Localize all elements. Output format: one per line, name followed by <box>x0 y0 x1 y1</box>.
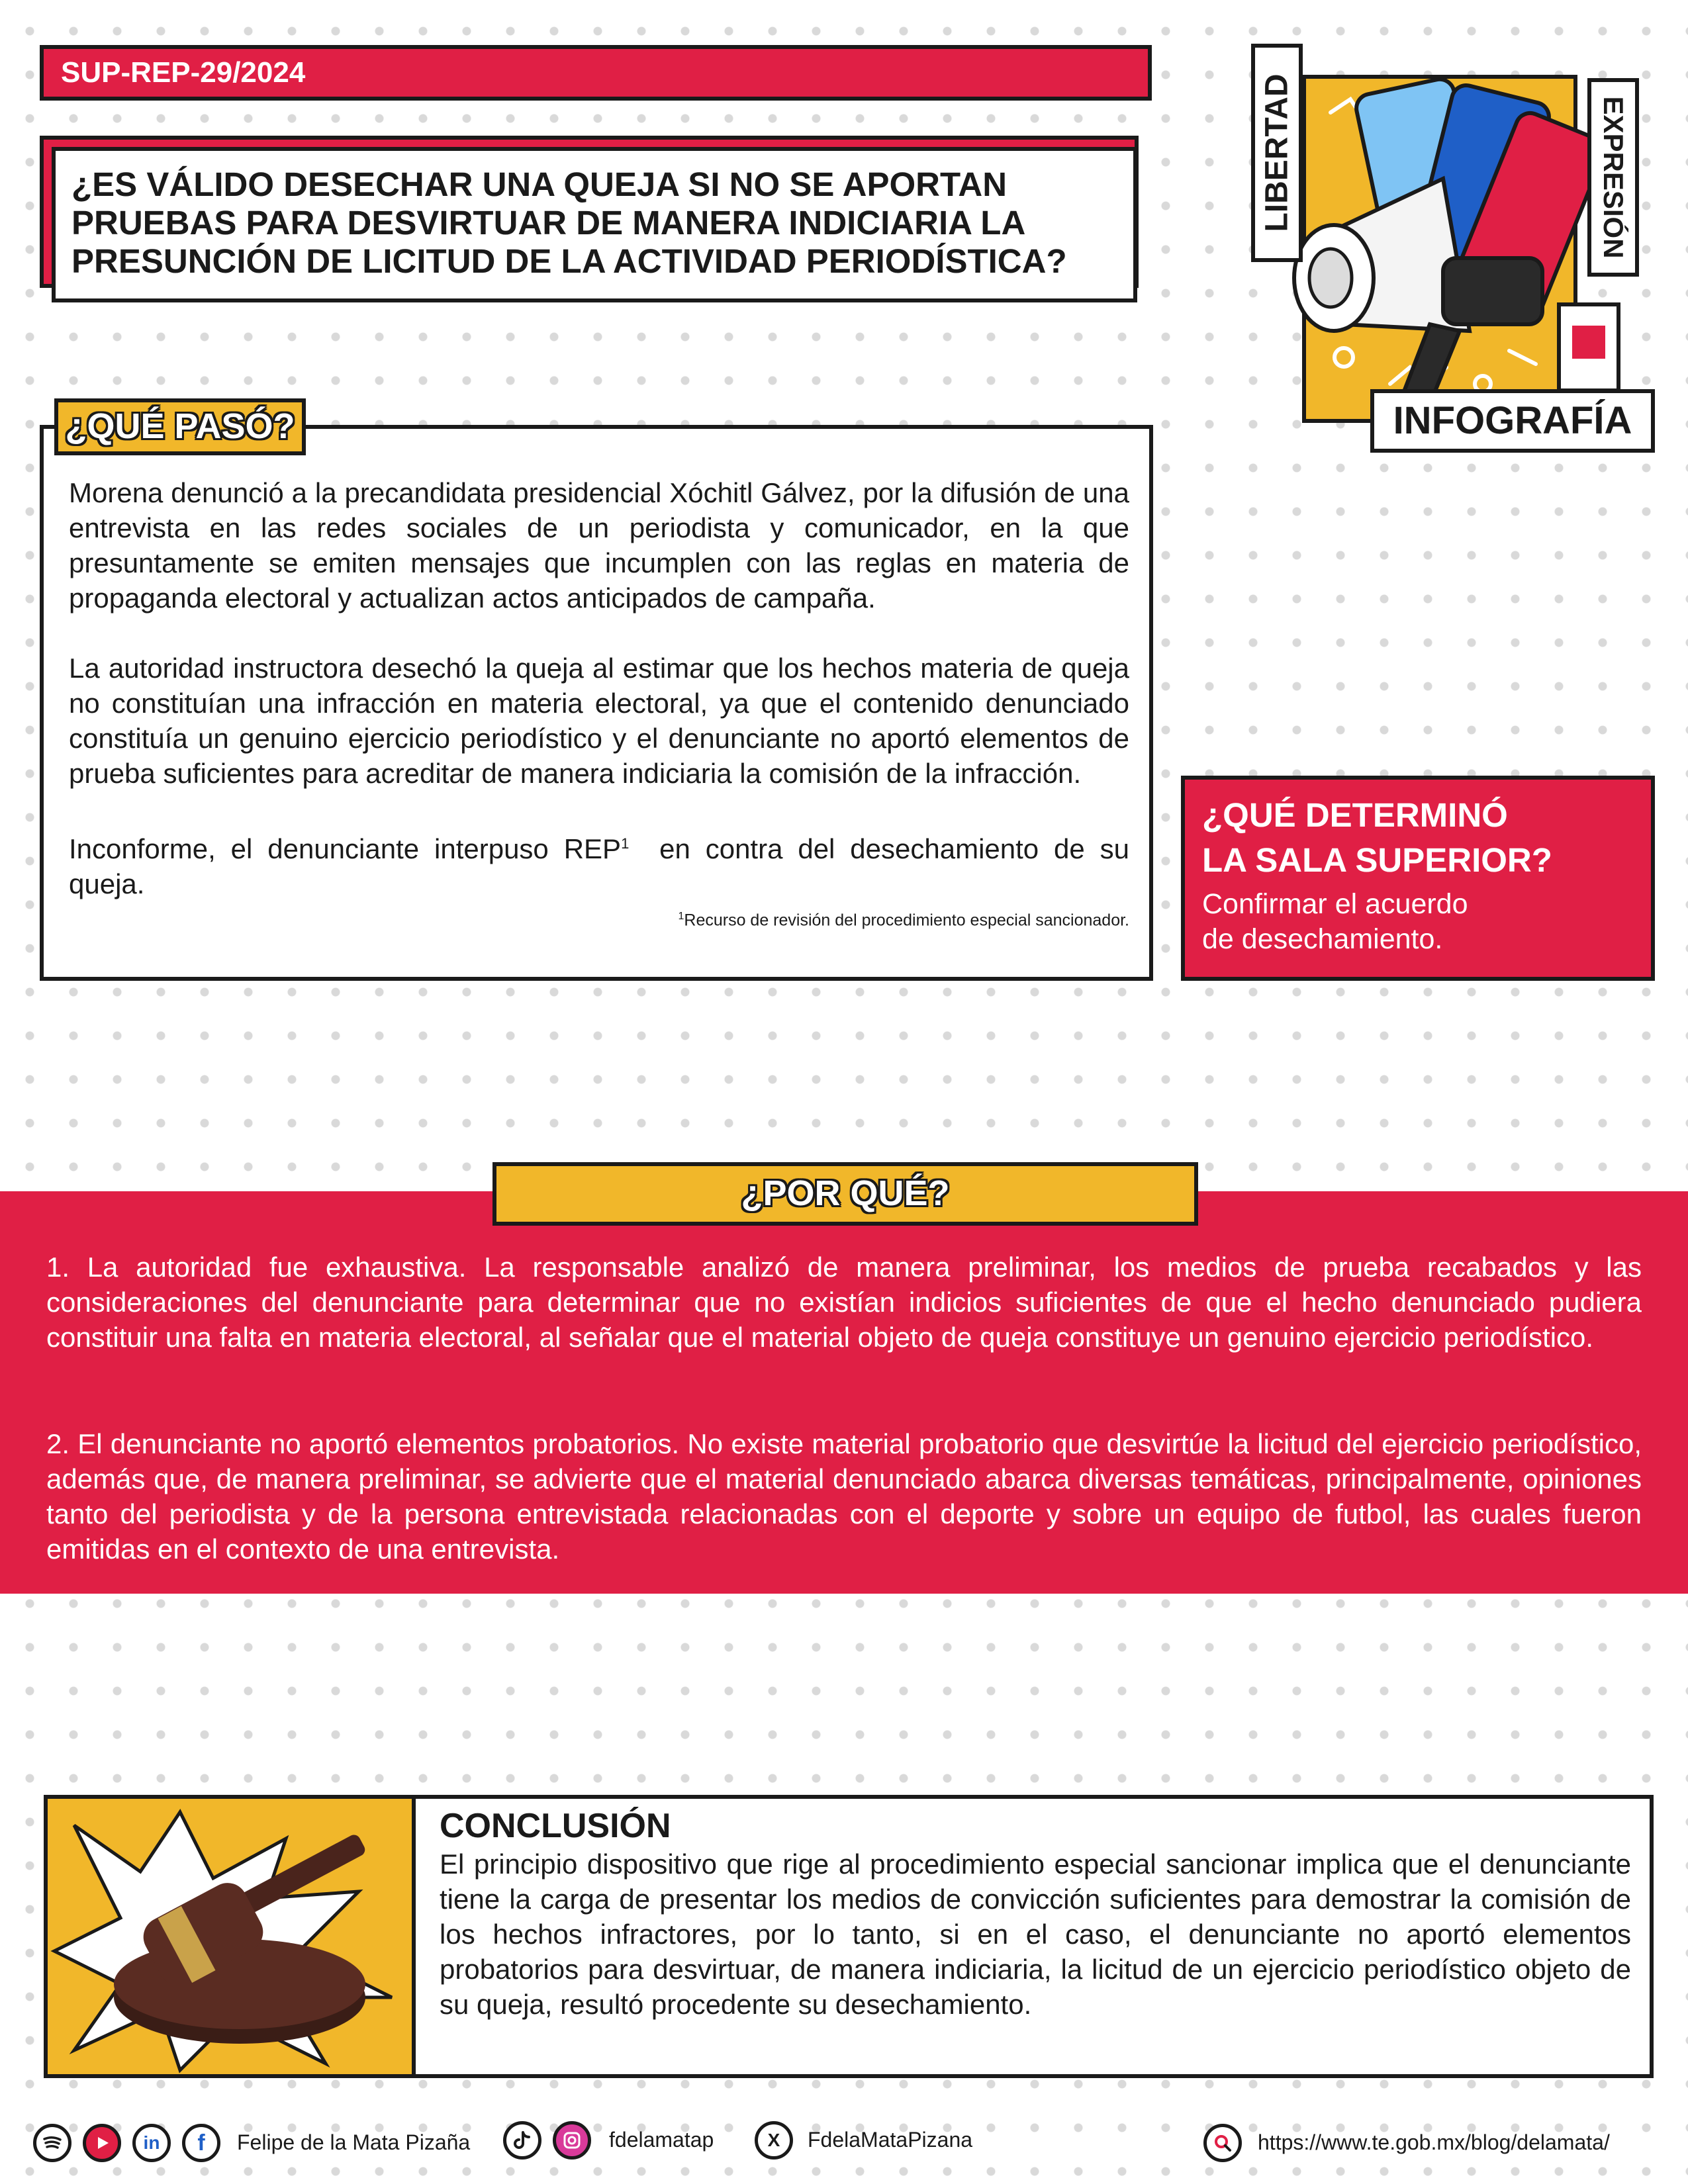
tiktok-icon[interactable] <box>503 2121 541 2160</box>
x-glyph: X <box>767 2130 780 2150</box>
por-que-point-1: 1. La autoridad fue exhaustiva. La responsable analizó de manera preliminar, los medios de prueba recabados y las consideraciones del denunciante para determinar que no existían indicios suficientes de que el hecho denunciado pudiera constituir una falta en materia electoral, al señalar que el material objeto de queja constituye un genuino ejercicio periodístico. <box>46 1251 1642 1353</box>
determino-heading-2: LA SALA SUPERIOR? <box>1202 841 1552 879</box>
facebook-icon[interactable] <box>182 2124 220 2162</box>
gavel-icon <box>48 1799 416 2074</box>
gavel-illustration <box>48 1799 416 2074</box>
determino-heading-1: ¿QUÉ DETERMINÓ <box>1202 796 1508 834</box>
footer <box>26 2121 1662 2167</box>
expresion-text: EXPRESIÓN <box>1598 96 1629 259</box>
que-paso-panel <box>40 425 1153 981</box>
que-paso-paragraph-1: Morena denunció a la precandidata presidencial Xóchitl Gálvez, por la difusión de una entrevista en las redes sociales de un periodista y comunicador, en la que presuntamente se emiten mensajes que incumplen con las reglas en materia de propaganda electoral y actualizan actos anticipados de campaña. <box>69 477 1129 614</box>
conclusion-content <box>440 1805 1631 2022</box>
conclusion-panel <box>44 1795 1654 2078</box>
linkedin-glyph: in <box>143 2132 160 2153</box>
por-que-heading: ¿POR QUÉ? <box>492 1162 1198 1226</box>
instagram-icon[interactable] <box>553 2121 591 2160</box>
que-paso-paragraph-2: La autoridad instructora desechó la queja al estimar que los hechos materia de queja no constituían una infracción en materia electoral, ya que el contenido denunciado constituía un genuino ejercicio periodístico y el denunciante no aportó elementos de prueba suficientes para acreditar de manera indiciaria la comisión de la infracción. <box>69 653 1129 789</box>
x-twitter-icon[interactable] <box>755 2121 793 2160</box>
case-number-bar <box>40 45 1152 101</box>
infografia-label: INFOGRAFÍA <box>1370 389 1655 453</box>
facebook-glyph: f <box>197 2130 205 2156</box>
question-text: ¿ES VÁLIDO DESECHAR UNA QUEJA SI NO SE APORTAN PRUEBAS PARA DESVIRTUAR DE MANERA INDICIARIA LA PRESUNCIÓN DE LICITUD DE LA ACTIVIDAD PERIODÍSTICA? <box>71 165 1067 280</box>
footer-handle-2: FdelaMataPizana <box>808 2128 973 2152</box>
libertad-text: LIBERTAD <box>1259 73 1295 232</box>
paragraph-3-end: en contra del desechamiento de su queja. <box>69 833 1137 899</box>
footnote <box>69 911 1129 930</box>
youtube-icon[interactable] <box>83 2124 121 2162</box>
footnote-number: 1 <box>678 911 684 922</box>
footnote-ref: 1 <box>621 835 630 852</box>
question-title <box>52 147 1137 302</box>
que-paso-heading: ¿QUÉ PASÓ? <box>54 398 306 455</box>
determino-text: Confirmar el acuerdo de desechamiento. <box>1202 888 1468 955</box>
paragraph-3-start: Inconforme, el denunciante interpuso REP <box>69 833 622 864</box>
case-number: SUP-REP-29/2024 <box>61 56 306 89</box>
footer-name: Felipe de la Mata Pizaña <box>237 2130 471 2154</box>
conclusion-text: El principio dispositivo que rige al procedimiento especial sancionar implica que el denunciante tiene la carga de presentar los medios de convicción suficientes para demostrar la comisión de los hechos infractores, por lo tanto, si en el caso, el denunciante no aportó elementos probatorios para desvirtuar, de manera indiciaria, la licitud de un ejercicio periodístico objeto de su queja, resultó procedente su desechamiento. <box>440 1848 1631 2020</box>
conclusion-heading: CONCLUSIÓN <box>440 1807 671 1845</box>
header-graphic <box>1231 40 1662 463</box>
linkedin-icon[interactable] <box>132 2124 171 2162</box>
expresion-label <box>1587 78 1639 277</box>
footnote-text: Recurso de revisión del procedimiento especial sancionador. <box>684 911 1129 930</box>
por-que-point-2: 2. El denunciante no aportó elementos probatorios. No existe material probatorio que desvirtúe la licitud del ejercicio periodístico, además que, de manera preliminar, se advierte que el material denunciado abarca diversas temáticas, principalmente, opiniones tanto del periodista y de la persona entrevistada relacionadas con el deporte y sobre un equipo de futbol, las cuales fueron emitidas en el contexto de una entrevista. <box>46 1428 1642 1565</box>
por-que-section <box>0 1191 1688 1594</box>
footer-url[interactable]: https://www.te.gob.mx/blog/delamata/ <box>1258 2130 1610 2154</box>
spotify-icon[interactable] <box>33 2124 71 2162</box>
determino-panel <box>1181 776 1655 981</box>
libertad-label <box>1251 44 1303 262</box>
que-paso-paragraph-3 <box>69 826 1137 901</box>
search-web-icon[interactable] <box>1203 2124 1242 2162</box>
footer-handle-1: fdelamatap <box>609 2128 714 2152</box>
